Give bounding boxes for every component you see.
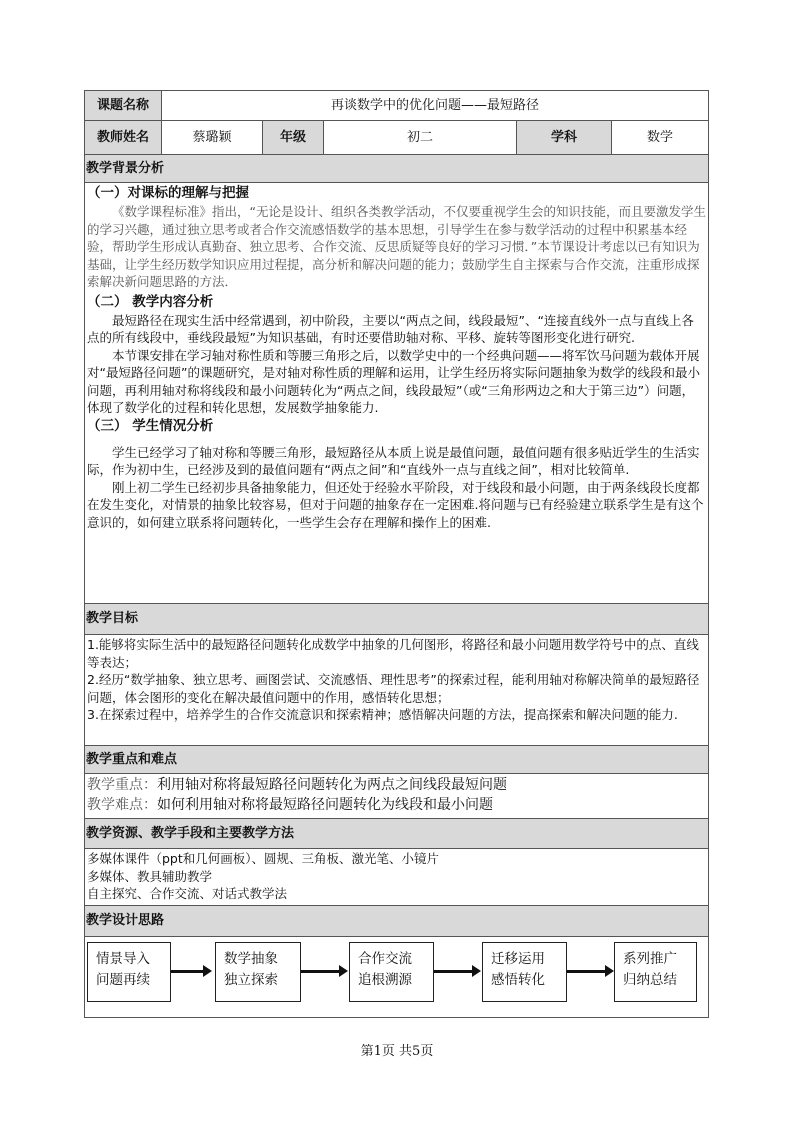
curriculum-text: 本节课设计考虑以已有知识为基础，让学生经历数学知识应用过程提，高分析和解决问题的能力；鼓励学生自主探索与合作交流，注重形成探索解决新问题思路的方法．	[87, 239, 700, 289]
goals-section-title: 教学目标	[85, 604, 709, 635]
difficulty-text: 如何利用轴对称将最短路径问题转化为线段和最小问题	[157, 797, 493, 813]
keypoints-section-body	[85, 774, 709, 819]
curriculum-quote: 《数学课程标准》指出，“无论是设计、组织各类教学活动，不仅要重视学生会的知识技能，而且要激发学生的学习兴趣，通过独立思考或者合作交流感悟数学的基本思想，引导学生在参与数学活动的过程中积累基本经验，帮助学生形成认真勤奋、独立思考、合作交流、反思质疑等良好的学习习惯．”	[87, 204, 706, 254]
teacher-label: 教师姓名	[85, 121, 162, 155]
content-analysis-subtitle: （二） 教学内容分析	[87, 293, 214, 310]
content-analysis-paragraph-2: 本节课安排在学习轴对称性质和等腰三角形之后，以数学史中的一个经典问题——将军饮马问题为载体开展对“最短路径问题”的课题研究，是对轴对称性质的理解和运用，让学生经历将实际问题抽象为数学的线段和最小问题，再利用轴对称将线段和最小问题转化为“两点之间，线段最短”（或“三角形两边之和大于第三边”）问题，体现了数学化的过程和转化思想，发展数学抽象能力.	[87, 347, 700, 415]
background-section-title: 教学背景分析	[85, 155, 709, 183]
curriculum-subtitle: （一）对课标的理解与把握	[87, 185, 249, 201]
topic-label: 课题名称	[85, 91, 162, 121]
flow-step-line: 追根溯源	[358, 972, 412, 988]
resources-section-body	[85, 849, 709, 906]
difficulty-line	[87, 795, 706, 815]
flow-step-line: 迁移运用	[491, 951, 545, 967]
flow-step-line: 感悟转化	[491, 972, 545, 988]
flow-step-line: 问题再续	[96, 972, 150, 988]
design-flowchart	[85, 937, 708, 1017]
student-analysis-subtitle: （三） 学生情况分析	[87, 417, 214, 434]
goal-item: 2.经历“数学抽象、独立思考、画图尝试、交流感悟、理性思考”的探索过程，能利用轴对称解决简单的最短路径问题，体会图形的变化在解决最值问题中的作用，感悟转化思想；	[87, 672, 700, 705]
background-section-body	[85, 183, 709, 604]
flow-arrow-icon	[301, 970, 341, 973]
student-analysis-paragraph-2: 刚上初二学生已经初步具备抽象能力，但还处于经验水平阶段，对于线段和最小问题，由于两条线段长度都在发生变化，对情景的抽象比较容易，但对于问题的抽象存在一定困难.将问题与已有经验建立联系学生是有这个意识的，如何建立联系将问题转化，一些学生会存在理解和操作上的困难.	[87, 479, 704, 530]
flow-step-line: 情景导入	[96, 951, 150, 967]
goals-section-body	[85, 635, 709, 746]
lesson-plan-table	[84, 90, 709, 1018]
subject-value: 数学	[612, 121, 709, 155]
flow-step-1	[87, 942, 171, 1002]
flow-step-5	[614, 942, 697, 1002]
flow-arrow-icon	[434, 970, 474, 973]
flow-step-2	[215, 942, 301, 1002]
focus-label: 教学重点：	[87, 777, 157, 793]
lesson-plan-document	[84, 90, 708, 1018]
student-analysis-paragraph-1: 学生已经学习了轴对称和等腰三角形，最短路径从本质上说是最值问题，最值问题有很多贴近学生的生活实际，作为初中生，已经涉及到的最值问题有“两点之间”和“直线外一点与直线之间”，相对比较简单.	[87, 444, 700, 477]
flow-arrow-icon	[567, 970, 607, 973]
content-analysis-paragraph-1: 最短路径在现实生活中经常遇到，初中阶段，主要以“两点之间，线段最短”、“连接直线外一点与直线上各点的所有线段中，垂线段最短”为知识基础，有时还要借助轴对称、平移、旋转等图形变化进行研究.	[87, 312, 694, 345]
grade-label: 年级	[263, 121, 324, 155]
focus-line	[87, 775, 706, 795]
flow-step-line: 合作交流	[358, 951, 412, 967]
subject-label: 学科	[517, 121, 612, 155]
keypoints-section-title: 教学重点和难点	[85, 746, 709, 774]
focus-text: 利用轴对称将最短路径问题转化为两点之间线段最短问题	[157, 777, 507, 793]
resources-section-title: 教学资源、教学手段和主要教学方法	[85, 819, 709, 849]
curriculum-paragraph	[87, 203, 706, 291]
flow-step-4	[482, 942, 567, 1002]
teacher-value: 蔡璐颖	[162, 121, 263, 155]
design-section-title: 教学设计思路	[85, 906, 709, 937]
flow-step-line: 数学抽象	[224, 951, 278, 967]
flow-step-3	[349, 942, 434, 1002]
resource-line: 多媒体课件（ppt和几何画板）、圆规、三角板、激光笔、小镜片	[87, 851, 440, 866]
resource-line: 自主探究、合作交流、对话式教学法	[87, 886, 288, 901]
goal-item: 3.在探索过程中，培养学生的合作交流意识和探索精神；感悟解决问题的方法，提高探索和解决问题的能力.	[87, 707, 678, 722]
topic-value: 再谈数学中的优化问题——最短路径	[162, 91, 709, 121]
flow-step-line: 归纳总结	[623, 972, 677, 988]
flow-step-line: 独立探索	[224, 972, 278, 988]
goal-item: 1.能够将实际生活中的最短路径问题转化成数学中抽象的几何图形，将路径和最小问题用数学符号中的点、直线等表达；	[87, 637, 699, 670]
design-section-body	[85, 937, 709, 1018]
grade-value: 初二	[324, 121, 517, 155]
difficulty-label: 教学难点：	[87, 797, 157, 813]
resource-line: 多媒体、教具辅助教学	[87, 868, 213, 884]
flow-step-line: 系列推广	[623, 951, 677, 967]
flow-arrow-icon	[171, 970, 205, 973]
page-footer: 第1页 共5页	[360, 1044, 434, 1059]
